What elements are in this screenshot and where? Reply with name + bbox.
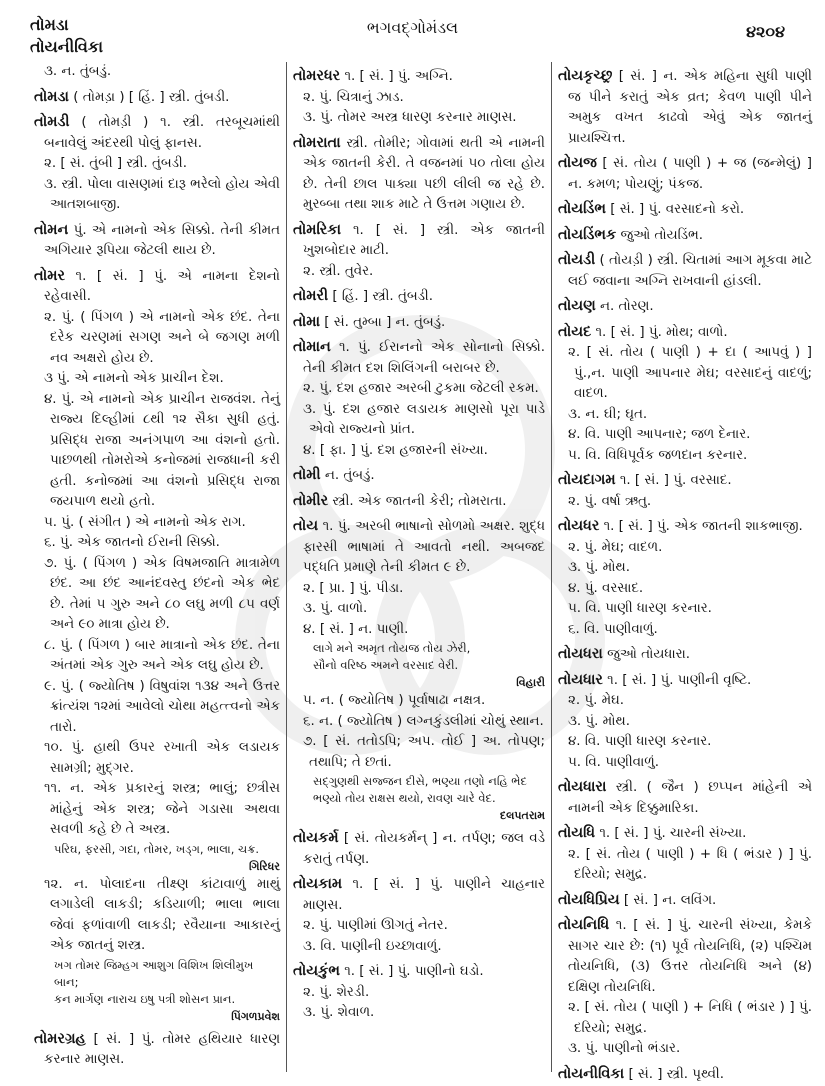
entry-sense: ૪. પું. એ નામનો એક પ્રાચીન રાજવંશ. તેનું રાજ્ય દિલ્હીમાં ૮થી ૧૨ સૈકા સુધી હતું. પ્રસિદ્ધ રાજા અનંગપાળ આ વંશનો હતો. પાછળથી તોમરોએ કનોજમાં રાજધાની કરી હતી. કનોજમાં આ વંશનો પ્રસિદ્ધ રાજા જયપાળ થયો હતો. [44,391,280,509]
entry-sense: ૯. પું. ( જ્યોતિષ ) વિષુવાંશ ૧૩૪ અને ઉત્તર ક્રાંત્યંશ ૧૨માં આવેલો ચોથા મહત્ત્વનો એક તારો. [44,678,280,735]
guide-word-last: તોયનીવિકા [30,37,104,56]
entry-headword: તોમરિકા [293,221,342,238]
entry-sense: ૨. [ સં. તુંબી ] સ્ત્રી. તુંબડી. [44,156,188,171]
entry-headword: તોયજ [558,155,597,171]
entry-headword: તોયડિંભક [558,226,617,243]
entry-sense: ૪. વિ. પાણી આપનાર; જળ દેનાર. [568,427,751,442]
dictionary-entry [34,112,280,154]
entry-headword: તોમરગ્રહ [34,1030,86,1047]
entry-sense: ૫. ન. ( જ્યોતિષ ) પૂર્વાષાઢા નક્ષત્ર. [303,693,486,708]
entry-definition: ૧. [ સં. ] પું. મોથ; વાળો. [595,324,728,340]
entry-definition: ૧. [ સં. ] પું. ચારની સંખ્યા, કેમકે સાગર ચાર છે: (૧) પૂર્વ તોયનિધિ, (૨) પશ્ચિમ તોયનિધિ, (૩) ઉત્તર તોયનિધિ અને (૪) દક્ષિણ તોયનિધિ. [568,918,812,995]
entry-definition: જુઓ તોયધારા. [607,647,691,662]
entry-sense: ૪. વિ. પાણી ધારણ કરનાર. [568,734,712,749]
dictionary-entry [293,491,545,513]
entry-definition: [ સં. તોય ( પાણી ) + જ (જન્મેલું) ] ન. કમળ; પોયણું; પંકજ. [568,156,812,192]
entry-definition: ૧. પું. ઈરાનનો એક સોનાનો સિક્કો. તેની કીમત દશ શિલિંગની બરાબર છે. [303,340,545,376]
dictionary-entry [558,199,812,221]
dictionary-entry [558,296,812,318]
quotation-author: પિંગળપ્રવેશ [231,1009,280,1023]
verse-quotation [293,773,545,824]
entry-headword: તોયકૃચ્છ્ર [558,68,613,84]
entry-sense: ૬. ન. ( જ્યોતિષ ) લગ્નકુંડલીમાં ચોથું સ્થાન. [303,713,544,729]
page-title: ભગવદ્ગોમંડલ [366,18,459,37]
entry-headword: તોય [293,518,319,534]
entry-definition: ૧. [ સં. ] પું. એ નામના દેશનો રહેવાસી. [44,268,280,304]
dictionary-entry [293,286,545,308]
dictionary-entry [558,670,812,692]
entry-sense: ૬. પું. એક જાતનો ઈરાની સિક્કો. [44,535,220,550]
verse-line: કન માર્ગણ નારાચ ઇષુ પત્રી શોસન પ્રાન. [54,991,236,1006]
dictionary-entry [293,66,545,88]
entry-definition: ૧. [ સં. ] પું. વરસાદ. [619,473,732,488]
dictionary-entry [34,220,280,262]
entry-sense: ૧૧. ન. એક પ્રકારનું શસ્ત્ર; ભાલું; છત્રીસ માંહેનું એક શસ્ત્ર; જેને ગડાસા અથવા સવળી કહે છે તે અસ્ત્ર. [44,781,280,837]
verse-quotation [34,957,280,1025]
entry-definition: સ્ત્રી. તોમીર; ગોવામાં થતી એ નામની એક જાતની કેરી. તે વજનમાં ૫૦ તોલા હોય છે. તેની છાલ પાક્યા પછી લીલી જ રહે છે. મુરબ્બા તથા શાક માટે તે ઉત્તમ ગણાય છે. [303,135,545,212]
entry-sense: ૧૨. ન. પોલાદના તીક્ષ્ણ કાંટાવાળું માથું લગાડેલી લાકડી; કડિયાળી; ભાલા ભાલા જેવાં ફળાંવાળી લાકડી; રવૈયાના આકારનું એક જાતનું શસ્ત્ર. [44,876,280,953]
entry-headword: તોમરધર [293,68,341,84]
entry-headword: તોયનિધિ [558,917,610,933]
entry-headword: તોમા [293,313,321,330]
entry-definition: [ સં. તુમ્બા ] ન. તુંબડું. [324,314,446,330]
column-2 [286,62,552,1072]
entry-sense: ૫. વિ. પાણી ધારણ કરનાર. [568,601,712,616]
page-header [0,8,825,60]
entry-sense: ૩. પું. વાળો. [303,601,368,616]
dictionary-entry [558,322,812,344]
dictionary-entry [558,250,812,292]
entry-definition: ન. તુંબડું. [324,468,375,483]
entry-sense: ૧૦. પું. હાથી ઉપર રખાતી એક લડાયક સામગ્રી; મુદ્ગર. [44,740,280,776]
entry-headword: તોયકુંભ [293,963,340,979]
entry-definition: ૧. [ સં. ] પું. અગ્નિ. [344,69,453,84]
entry-sense: ૪. [ સં. ] ન. પાણી. [303,621,409,637]
verse-line: ખગ તોમર જિમ્હગ આશુગ વિશિખ શિલીમુખ બાન; [54,957,254,989]
entry-definition: ન. તોરણ. [600,299,654,314]
entry-headword: તોયડી [558,252,596,268]
entry-headword: તોયધરા [558,646,603,662]
entry-definition: ૧. [ સં. ] પું. ચારની સંખ્યા. [599,826,747,841]
verse-quotation [293,640,545,691]
entry-sense: ૨. [ સં. તોય ( પાણી ) + દા ( આપવું ) ] પું.,ન. પાણી આપનાર મેઘ; વરસાદનું વાદળું; વાદળ. [568,345,812,401]
entry-sense: ૩. વિ. પાણીની ઇચ્છાવાળું. [303,938,442,954]
entry-definition: ૧. [ સં. ] પું. પાણીનો ઘડો. [344,964,484,979]
entry-headword: તોમન [34,221,69,238]
dictionary-entry [293,133,545,216]
entry-definition: [ સં. ] પું. વરસાદનો કરો. [610,202,745,217]
entry-headword: તોયકામ [293,876,343,892]
entry-sense: ૩. પું. તોમર અસ્ત્ર ધારણ કરનાર માણસ. [303,110,517,125]
entry-headword: તોયધિ [558,825,596,841]
dictionary-entry [558,915,812,998]
dictionary-entry [34,87,280,109]
dictionary-entry [558,823,812,845]
entry-definition: ( તોયડ઼ી ) સ્ત્રી. ચિતામાં આગ મૂકવા માટે લઈ જવાના અગ્નિ રાખવાની હાંડલી. [568,253,812,289]
entry-headword: તોમરાતા [293,134,341,151]
quotation-author: વિહારી [516,676,545,689]
entry-sense: ૭. [ સં. તતોઽપિ; અપ. તોઈ ] અ. તોપણ; તથાપિ; તે છતાં. [303,734,545,770]
entry-headword: તોયધિપ્રિય [558,891,620,908]
entry-headword: તોયદ [558,323,592,340]
entry-sense: ૩. પું. મોથ. [568,713,630,729]
entry-definition: ૧. પું. અરબી ભાષાનો સોળમો અક્ષર. શુદ્ધ ફારસી ભાષામાં તે આવતો નથી. અબજદ પદ્ધતિ પ્રમાણે તેની કીમત ૯ છે. [303,519,545,575]
column-3 [552,62,818,1082]
entry-sense: ૨. સ્ત્રી. તુવેર. [303,263,374,279]
entry-definition: [ સં. ] ન. એક મહિના સુધી પાણી જ પીને કરાતું એક વ્રત; કેવળ પાણી પીને અમુક વખત કાઢવો એવું એક જાતનું પ્રાયશ્ચિત્ત. [568,69,812,146]
verse-line: સદ્ગુણથી સજ્જન દીસે, ભણ્યા તણો નહિ ભેદ [313,774,527,788]
entry-sense: ૪. પું. વરસાદ. [568,580,644,596]
dictionary-entry [558,470,812,492]
entry-definition: સ્ત્રી. એક જાતની કેરી; તોમરાતા. [332,493,507,509]
dictionary-entry [293,220,545,262]
verse-line: સૌનો વરિષ્ઠ અમને વરસાદ વેરી. [313,658,459,672]
entry-sense: ૭. પું. ( પિંગળ ) એક વિષમજાતિ માત્રામેળ છંદ. આ છંદ આનંદવસ્તુ છંદનો એક ભેદ છે. તેમાં ૫ ગુરુ અને ૮૦ લઘુ મળી ૮૫ વર્ણ અને ૯૦ માત્રા હોય છે. [44,555,280,632]
entry-headword: તોમડી [34,114,70,130]
dictionary-entry [558,516,812,538]
entry-definition: ૧. [ સં. ] પું. પાણીને ચાહનાર માણસ. [303,877,545,913]
entry-headword: તોયધાર [558,671,603,688]
entry-definition: [ સં. ] પું. તોમર હથિયાર ધારણ કરનાર માણસ. [44,1031,280,1067]
entry-headword: તોમર [34,267,65,284]
entry-sense: ૨. પું. મેઘ; વાદળ. [568,539,663,555]
entry-headword: તોમીર [293,492,329,509]
entry-sense: ૫. પું. ( સંગીત ) એ નામનો એક રાગ. [44,514,246,530]
entry-sense: ૫. વિ. પાણીવાળું. [568,754,659,770]
entry-definition: [ સં. ] સ્ત્રી. પૃથ્વી. [628,1066,724,1082]
entry-headword: તોયધારા [558,779,607,795]
quotation-author: દલપતરામ [499,809,545,822]
entry-sense: ૮. પું. ( પિંગળ ) બાર માત્રાનો એક છંદ. તેના અંતમાં એક ગુરુ અને એક લઘુ હોય છે. [44,637,280,673]
dictionary-entry [558,153,812,195]
entry-sense: ૩ પું. એ નામનો એક પ્રાચીન દેશ. [44,371,224,386]
verse-line: લાગે મને અમૃત તોયજ તોય ઝેરી, [313,641,471,655]
entry-headword: તોયકર્મ [293,830,339,846]
entry-sense: ૬. વિ. પાણીવાળું. [568,621,658,637]
entry-definition: [ હિં. ] સ્ત્રી. તુંબડી. [332,289,434,304]
entry-definition: [ સં. તોયકર્મન્ ] ન. તર્પણ; જલ વડે કરાતું તર્પણ. [303,831,545,867]
dictionary-entry [293,516,545,579]
entry-sense: ૨. [ સં. તોય ( પાણી ) + ધિ ( ભંડાર ) ] પું. દરિયો; સમુદ્ર. [568,846,812,882]
entry-sense: ૨. પું. વર્ષા ઋતુ. [568,493,652,509]
entry-headword: તોયધર [558,518,600,534]
entry-sense: ૨. પું. ચિત્રાનું ઝાડ. [303,89,404,105]
entry-sense: ૩. પું. પાણીનો ભંડાર. [568,1041,681,1056]
entry-definition: સ્ત્રી. ( જૈન ) છપ્પન માંહેની એ નામની એક દિક્કુમારિકા. [568,780,812,816]
entry-definition: ૧. [ સં. ] સ્ત્રી. એક જાતની ખુશબોદાર માટી. [303,222,546,258]
quotation-author: ગિરિધર [249,859,280,873]
dictionary-entry [558,1064,812,1086]
entry-sense: ૨. પું. ( પિંગળ ) એ નામનો એક છંદ. તેના દરેક ચરણમાં સગણ અને બે જગણ મળી નવ અક્ષરો હોય છે. [44,309,280,366]
entry-sense: ૩. ન. ઘી; ઘૃત. [568,406,648,422]
entry-definition: જુઓ તોયડિંભ. [620,227,703,243]
entry-sense: ૩. પું. દશ હજાર લડાયક માણસો પૂરા પાડે એવો રાજ્યનો પ્રાંત. [303,401,545,437]
dictionary-entry [34,266,280,308]
entry-headword: તોમી [293,467,321,483]
dictionary-entry [293,337,545,379]
entry-sense: ૨. [ પ્રા. ] પું. પીડા. [303,580,404,596]
entry-headword: તોયડિંભ [558,201,606,217]
dictionary-entry [558,890,812,912]
entry-headword: તોમાન [293,339,331,355]
entry-definition: ( તોમડ઼ી ) ૧. સ્ત્રી. તરબૂચમાંથી બનાવેલું અંદરથી પોલું ફાનસ. [44,115,280,151]
entry-sense: ૪. [ ફા. ] પું. દશ હજારની સંખ્યા. [303,442,488,458]
dictionary-entry [558,66,812,149]
entry-headword: તોયનીવિકા [558,1065,625,1082]
entry-definition: ૧. [ સં. ] પું. પાણીની વૃષ્ટિ. [607,672,752,688]
entry-definition: ૧. [ સં. ] પું. એક જાતની શાકભાજી. [603,519,803,534]
entry-headword: તોમરી [293,288,329,304]
dictionary-entry [558,644,812,666]
entry-sense: ૩. પું. મોથ. [568,560,630,575]
verse-line: ભણ્યો તોય રાક્ષસ થયો, રાવણ ચારે વેદ. [313,791,496,805]
dictionary-entry [293,828,545,870]
entry-headword: તોમડા [34,88,69,105]
entry-definition: [ સં. ] ન. લવિંગ. [623,892,717,908]
entry-definition: પું. એ નામનો એક સિક્કો. તેની કીમત અગિયાર રૂપિયા જેટલી થાય છે. [44,222,280,258]
dictionary-entry [293,465,545,487]
entry-sense: ૫. વિ. વિધિપૂર્વક જળદાન કરનાર. [568,447,748,463]
dictionary-entry [293,874,545,916]
page-number: ૪૨૦૪ [746,22,785,41]
entry-sense: ૨. પું. દશ હજાર અરબી ટુકમા જેટલી રકમ. [303,381,539,396]
dictionary-entry [558,225,812,247]
verse-quotation [34,841,280,875]
entry-sense: ૩. પું. શેવાળ. [303,1005,375,1020]
entry-definition: ( તોમડ઼ા ) [ હિં. ] સ્ત્રી. તુંબડી. [73,89,230,105]
entry-sense: ૩. સ્ત્રી. પોલા વાસણમાં દારૂ ભરેલો હોય એવી આતશબાજી. [44,176,280,212]
entry-sense: ૨. પું. પાણીમાં ઊગતું નેતર. [303,918,448,933]
dictionary-entry [34,1029,280,1071]
entry-headword: તોયણ [558,298,596,314]
entry-sense: ૨. પું. મેઘ. [568,693,625,708]
dictionary-columns [28,62,818,1082]
entry-sense: ૨. [ સં. તોય ( પાણી ) + નિધિ ( ભંડાર ) ] પું. દરિયો; સમુદ્ર. [568,1000,812,1036]
entry-sense: ૨. પું. શેરડી. [303,984,370,1000]
guide-word-first: તોમડા [30,15,69,34]
entry-sense: ૩. ન. તુંબડું. [44,64,112,79]
verse-line: પરિઘ, ફરસી, ગદા, તોમર, ખડ્ગ, ભાલા, ચક્ર. [54,841,260,856]
dictionary-entry [558,777,812,819]
dictionary-entry [293,312,545,334]
column-1 [28,62,286,1072]
entry-headword: તોયદાગમ [558,472,616,488]
dictionary-entry [293,961,545,983]
